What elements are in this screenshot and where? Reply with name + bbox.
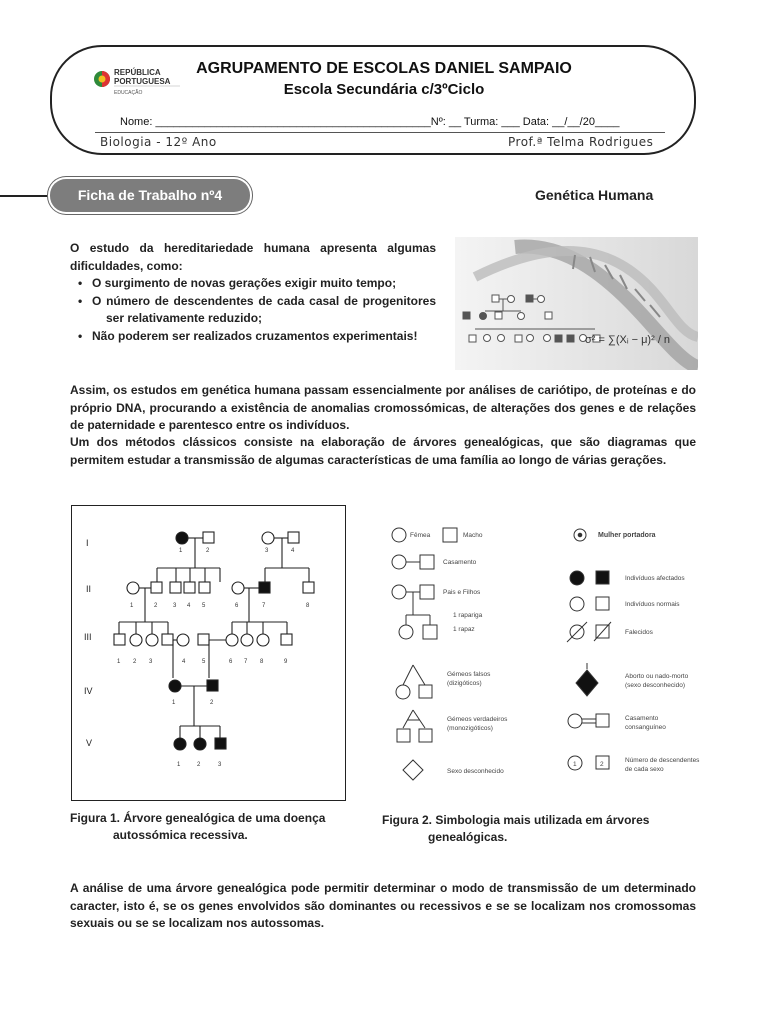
figure1-caption: Figura 1. Árvore genealógica de uma doença — [70, 811, 326, 825]
svg-text:4: 4 — [291, 548, 295, 554]
svg-text:Fêmea: Fêmea — [410, 532, 431, 539]
list-item: • O surgimento de novas gerações exigir muito tempo; — [92, 275, 436, 293]
svg-text:Gémeos verdadeiros: Gémeos verdadeiros — [447, 716, 508, 723]
svg-text:Pais e Filhos: Pais e Filhos — [443, 589, 481, 596]
svg-text:3: 3 — [218, 762, 222, 768]
list-item: • Não poderem ser realizados cruzamentos experimentais! — [92, 328, 436, 346]
svg-text:6: 6 — [229, 659, 233, 665]
paragraph-analysis-tree: A análise de uma árvore genealógica pode permitir determinar o modo de transmissão de um determinado caracter, isto é, se os genes envolvidos são dominantes ou recessivos e se se localizam nos cromossomas sexuais ou se se localizam nos autossomas. — [70, 881, 696, 930]
variance-formula: σ² = ∑(Xᵢ − μ)² / n — [585, 334, 671, 346]
svg-text:9: 9 — [284, 659, 288, 665]
svg-text:4: 4 — [182, 659, 186, 665]
svg-text:3: 3 — [265, 548, 269, 554]
svg-text:7: 7 — [262, 603, 266, 609]
svg-text:2: 2 — [206, 548, 210, 554]
worksheet-title-tab: Ficha de Trabalho nº4 — [50, 179, 250, 212]
svg-text:(dizigóticos): (dizigóticos) — [447, 680, 482, 687]
svg-text:3: 3 — [149, 659, 153, 665]
figure1-caption-cont: autossómica recessiva. — [113, 828, 248, 842]
svg-text:3: 3 — [173, 603, 177, 609]
svg-text:2: 2 — [197, 762, 201, 768]
svg-text:8: 8 — [306, 603, 310, 609]
logo-subtext: EDUCAÇÃO — [114, 90, 143, 96]
figure2-caption: Figura 2. Simbologia mais utilizada em árvores — [382, 813, 650, 827]
figure2-symbols-legend — [385, 515, 717, 787]
svg-text:1 rapaz: 1 rapaz — [453, 626, 475, 633]
svg-text:5: 5 — [202, 603, 206, 609]
paragraph-analysis: Assim, os estudos em genética humana passam essencialmente por análises de cariótipo, de proteínas e do próprio DNA, procurando a existência de anomalias cromossómicas, de alterações dos genes e de relações de paternidade e parentesco entre os indivíduos. — [70, 383, 696, 432]
gen-label: II — [86, 584, 92, 594]
svg-text:7: 7 — [244, 659, 248, 665]
svg-text:(sexo desconhecido): (sexo desconhecido) — [625, 682, 685, 689]
svg-text:6: 6 — [235, 603, 239, 609]
figure2-caption-cont: genealógicas. — [428, 830, 508, 844]
svg-text:Falecidos: Falecidos — [625, 629, 653, 636]
figure1-pedigree — [71, 505, 346, 801]
school-name: AGRUPAMENTO DE ESCOLAS DANIEL SAMPAIO — [196, 60, 572, 77]
svg-text:2: 2 — [210, 700, 214, 706]
gen-label: V — [86, 738, 93, 748]
svg-text:1: 1 — [130, 603, 134, 609]
svg-text:1 rapariga: 1 rapariga — [453, 612, 483, 619]
topic-title: Genética Humana — [535, 187, 654, 203]
svg-text:8: 8 — [260, 659, 264, 665]
svg-text:Aborto ou nado-morto: Aborto ou nado-morto — [625, 673, 689, 680]
gen-label: IV — [84, 686, 93, 696]
svg-text:4: 4 — [187, 603, 191, 609]
pedigree-chart — [72, 506, 345, 800]
svg-text:Casamento: Casamento — [625, 715, 659, 722]
svg-text:Gémeos falsos: Gémeos falsos — [447, 671, 491, 678]
svg-text:1: 1 — [573, 761, 577, 768]
logo-text: REPÚBLICA PORTUGUESA — [114, 68, 171, 86]
paragraph-methods: Um dos métodos clássicos consiste na elaboração de árvores genealógicas, que são diagramas que permitem estudar a transmissão de algumas características de uma família ao longo de várias gerações. — [70, 435, 696, 467]
school-subtitle: Escola Secundária c/3ºCiclo — [283, 81, 485, 98]
gen-label: I — [86, 538, 89, 548]
svg-text:consanguíneo: consanguíneo — [625, 724, 666, 731]
difficulties-list — [70, 275, 436, 345]
svg-text:1: 1 — [179, 548, 183, 554]
svg-text:2: 2 — [600, 761, 604, 768]
svg-text:Indivíduos normais: Indivíduos normais — [625, 601, 680, 608]
dna-pedigree-image — [455, 237, 698, 370]
svg-text:de cada sexo: de cada sexo — [625, 766, 664, 773]
svg-text:(monozigóticos): (monozigóticos) — [447, 725, 493, 732]
svg-text:Sexo desconhecido: Sexo desconhecido — [447, 768, 504, 775]
list-item: • O número de descendentes de cada casal de progenitores ser relativamente reduzido; — [92, 293, 436, 328]
svg-text:2: 2 — [133, 659, 137, 665]
gen-label: III — [84, 632, 92, 642]
svg-text:Número de descendentes: Número de descendentes — [625, 757, 700, 764]
teacher-label: Prof.ª Telma Rodrigues — [508, 135, 654, 149]
svg-text:1: 1 — [172, 700, 176, 706]
svg-text:Indivíduos afectados: Indivíduos afectados — [625, 575, 685, 582]
subject-label: Biologia - 12º Ano — [100, 135, 217, 149]
header-divider — [95, 132, 665, 133]
intro-paragraph: O estudo da hereditariedade humana apresenta algumas dificuldades, como: • O surgimento de novas gerações exigir muito tempo; • O número de descendentes de cada casal de progenitores ser relativamente reduzido; • Não poderem ser realizados cruzamentos experimentais! — [70, 240, 436, 345]
svg-text:Casamento: Casamento — [443, 559, 477, 566]
svg-text:1: 1 — [177, 762, 181, 768]
svg-text:2: 2 — [154, 603, 158, 609]
svg-text:Mulher portadora: Mulher portadora — [598, 532, 656, 539]
svg-text:5: 5 — [202, 659, 206, 665]
ficha-line — [0, 195, 54, 197]
svg-text:Macho: Macho — [463, 532, 483, 539]
student-info-line: Nome: _____________________________________________Nº: __ Turma: ___ Data: __/__/20____ — [120, 116, 620, 128]
svg-text:1: 1 — [117, 659, 121, 665]
